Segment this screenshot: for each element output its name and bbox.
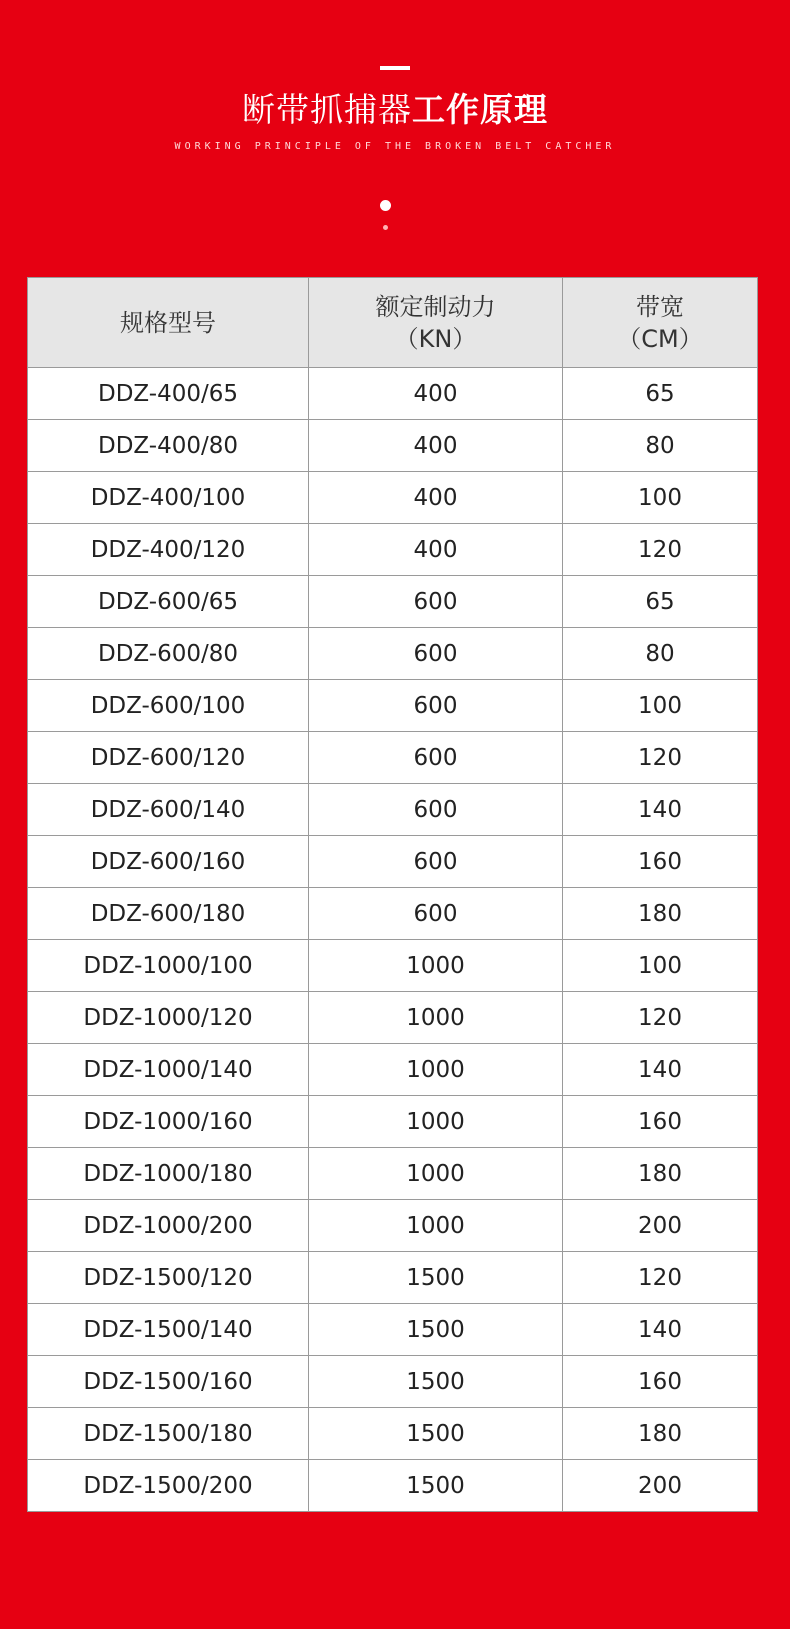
cell-braking-force: 400 — [309, 420, 563, 472]
cell-belt-width: 160 — [563, 1096, 758, 1148]
cell-braking-force: 1000 — [309, 1096, 563, 1148]
table-row — [28, 784, 758, 836]
table-row — [28, 1408, 758, 1460]
header-model-label: 规格型号 — [120, 308, 216, 337]
cell-braking-force: 600 — [309, 888, 563, 940]
cell-belt-width: 65 — [563, 368, 758, 420]
header-belt-width — [563, 278, 758, 368]
header-braking-force — [309, 278, 563, 368]
header-model — [28, 278, 309, 368]
table-row — [28, 732, 758, 784]
table-row — [28, 888, 758, 940]
cell-model: DDZ-400/100 — [28, 472, 309, 524]
cell-model: DDZ-400/65 — [28, 368, 309, 420]
cell-braking-force: 1000 — [309, 992, 563, 1044]
decor-dot-small — [383, 225, 388, 230]
page-title — [0, 88, 790, 132]
table-row — [28, 940, 758, 992]
cell-braking-force: 400 — [309, 368, 563, 420]
cell-model: DDZ-600/120 — [28, 732, 309, 784]
cell-braking-force: 600 — [309, 732, 563, 784]
cell-braking-force: 1500 — [309, 1356, 563, 1408]
cell-braking-force: 1500 — [309, 1408, 563, 1460]
cell-model: DDZ-400/80 — [28, 420, 309, 472]
cell-belt-width: 65 — [563, 576, 758, 628]
cell-belt-width: 80 — [563, 628, 758, 680]
cell-belt-width: 120 — [563, 1252, 758, 1304]
cell-braking-force: 600 — [309, 784, 563, 836]
cell-model: DDZ-1500/200 — [28, 1460, 309, 1512]
cell-braking-force: 1000 — [309, 1044, 563, 1096]
cell-model: DDZ-400/120 — [28, 524, 309, 576]
table-row — [28, 1200, 758, 1252]
cell-model: DDZ-1500/120 — [28, 1252, 309, 1304]
cell-model: DDZ-600/140 — [28, 784, 309, 836]
cell-belt-width: 100 — [563, 472, 758, 524]
cell-belt-width: 140 — [563, 1044, 758, 1096]
table-row — [28, 1304, 758, 1356]
table-body — [28, 368, 758, 1512]
table-row — [28, 680, 758, 732]
cell-belt-width: 200 — [563, 1200, 758, 1252]
table-row — [28, 628, 758, 680]
cell-belt-width: 160 — [563, 836, 758, 888]
cell-braking-force: 1000 — [309, 1148, 563, 1200]
cell-model: DDZ-1000/120 — [28, 992, 309, 1044]
cell-model: DDZ-1000/140 — [28, 1044, 309, 1096]
cell-belt-width: 120 — [563, 992, 758, 1044]
title-regular: 断带抓捕器 — [242, 90, 412, 129]
table-row — [28, 836, 758, 888]
cell-model: DDZ-1000/100 — [28, 940, 309, 992]
table-row — [28, 1252, 758, 1304]
table-row — [28, 1148, 758, 1200]
cell-model: DDZ-1500/180 — [28, 1408, 309, 1460]
cell-model: DDZ-600/180 — [28, 888, 309, 940]
cell-braking-force: 1500 — [309, 1252, 563, 1304]
table-header-row — [28, 278, 758, 368]
cell-belt-width: 180 — [563, 1408, 758, 1460]
cell-braking-force: 600 — [309, 628, 563, 680]
header-belt-width-unit: （CM） — [617, 324, 703, 353]
decor-dot-large — [380, 200, 391, 211]
cell-model: DDZ-1000/200 — [28, 1200, 309, 1252]
cell-braking-force: 1000 — [309, 940, 563, 992]
cell-model: DDZ-1000/180 — [28, 1148, 309, 1200]
page-header — [0, 0, 790, 270]
header-braking-force-label: 额定制动力 — [375, 292, 496, 321]
table-row — [28, 1460, 758, 1512]
cell-braking-force: 1500 — [309, 1304, 563, 1356]
cell-model: DDZ-1500/160 — [28, 1356, 309, 1408]
cell-belt-width: 140 — [563, 784, 758, 836]
table-row — [28, 368, 758, 420]
cell-braking-force: 1500 — [309, 1460, 563, 1512]
cell-belt-width: 100 — [563, 940, 758, 992]
table-row — [28, 1096, 758, 1148]
table-row — [28, 1356, 758, 1408]
cell-braking-force: 1000 — [309, 1200, 563, 1252]
cell-belt-width: 140 — [563, 1304, 758, 1356]
cell-model: DDZ-600/100 — [28, 680, 309, 732]
table-row — [28, 472, 758, 524]
cell-model: DDZ-1000/160 — [28, 1096, 309, 1148]
cell-braking-force: 600 — [309, 576, 563, 628]
cell-braking-force: 600 — [309, 680, 563, 732]
cell-model: DDZ-1500/140 — [28, 1304, 309, 1356]
cell-belt-width: 80 — [563, 420, 758, 472]
table-row — [28, 992, 758, 1044]
cell-belt-width: 100 — [563, 680, 758, 732]
cell-braking-force: 600 — [309, 836, 563, 888]
spec-table — [27, 277, 758, 1512]
table-row — [28, 1044, 758, 1096]
cell-model: DDZ-600/65 — [28, 576, 309, 628]
cell-belt-width: 160 — [563, 1356, 758, 1408]
cell-braking-force: 400 — [309, 524, 563, 576]
cell-model: DDZ-600/160 — [28, 836, 309, 888]
cell-belt-width: 180 — [563, 1148, 758, 1200]
table-row — [28, 576, 758, 628]
table-row — [28, 420, 758, 472]
header-belt-width-label: 带宽 — [636, 292, 684, 321]
cell-belt-width: 180 — [563, 888, 758, 940]
page-subtitle: WORKING PRINCIPLE OF THE BROKEN BELT CATCHER — [174, 141, 616, 152]
cell-belt-width: 120 — [563, 524, 758, 576]
cell-belt-width: 120 — [563, 732, 758, 784]
cell-braking-force: 400 — [309, 472, 563, 524]
cell-belt-width: 200 — [563, 1460, 758, 1512]
cell-model: DDZ-600/80 — [28, 628, 309, 680]
title-dash — [380, 66, 410, 70]
title-bold: 工作原理 — [412, 90, 548, 129]
header-braking-force-unit: （KN） — [394, 324, 477, 353]
table-row — [28, 524, 758, 576]
